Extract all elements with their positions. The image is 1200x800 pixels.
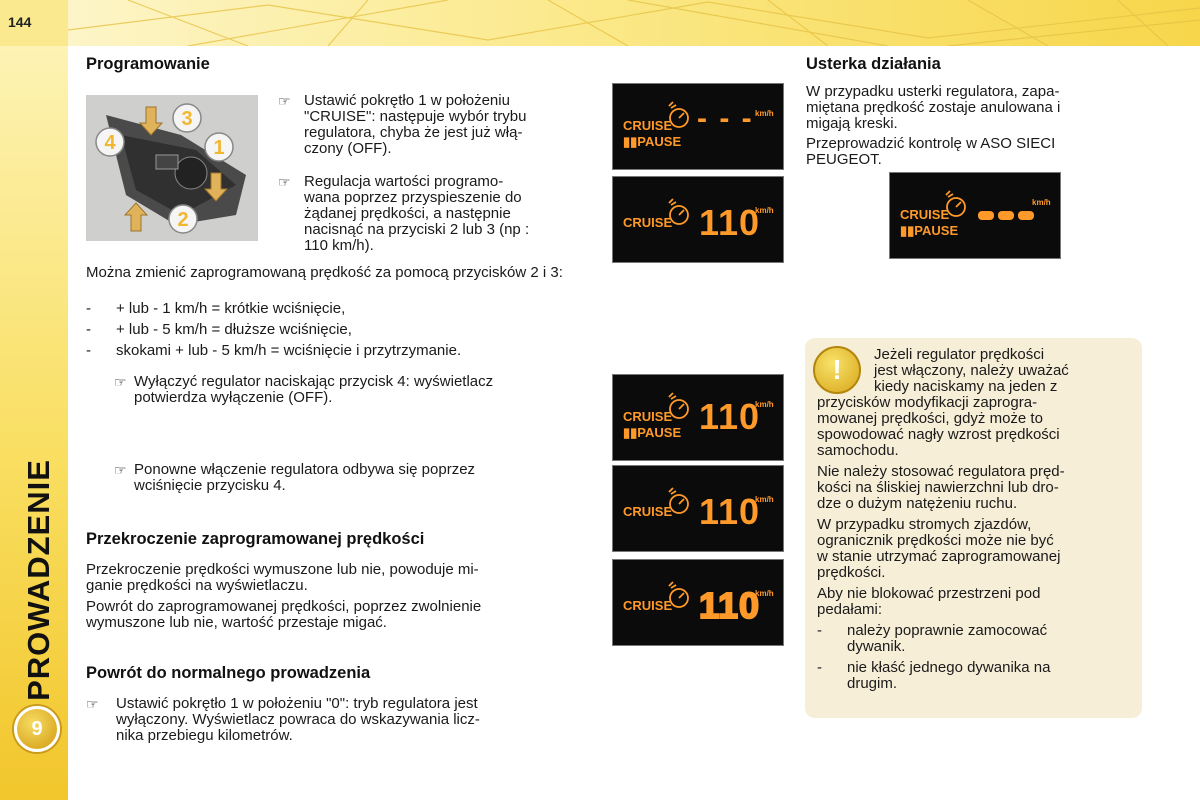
text-line: jest włączony, należy uważać [874,362,1069,379]
text-line: potwierdza wyłączenie (OFF). [134,389,333,406]
dash-item-text: + lub - 1 km/h = krótkie wciśnięcie, [116,300,346,317]
text-line: Powrót do zaprogramowanej prędkości, poprzez zwolnienie [86,598,482,615]
text-line: dze o dużym natężeniu ruchu. [817,495,1018,512]
dash-item: - + lub - 1 km/h = krótkie wciśnięcie, [86,301,594,317]
warning-icon-glyph: ! [832,354,842,385]
text-line: mowanej prędkości, gdyż może to [817,410,1043,427]
chapter-number: 9 [31,718,43,740]
pointer-icon: ☞ [114,462,127,478]
cruise-display-4 [612,465,784,552]
speedometer-icon [946,191,965,216]
cruise-display-3 [612,374,784,461]
text-line: wciśnięcie przycisku 4. [134,477,286,494]
chapter-number-badge [14,706,60,752]
text-line: wyłączony. Wyświetlacz powraca do wskazywania licz- [116,711,480,728]
text-line: Jeżeli regulator prędkości [874,346,1045,363]
display-speed-value: 110 [699,396,761,437]
text-line: miętana prędkość zostaje anulowana i [806,99,1061,116]
text-line: Przekroczenie prędkości wymuszone lub nie, powoduje mi- [86,561,479,578]
speedometer-icon [669,102,688,127]
speedometer-icon [669,488,688,513]
text-line: Ponowne włączenie regulatora odbywa się poprzez [134,461,476,478]
text-line: ogranicznik prędkości może nie być [817,532,1054,549]
display-cruise-label: CRUISE [623,215,673,230]
bullet-normal-driving [86,696,594,746]
text-line: pedałami: [817,601,883,618]
page-number: 144 [8,14,32,30]
display-unit-label: km/h [755,589,774,598]
pointer-icon: ☞ [114,374,127,390]
text-line: nie kłaść jednego dywanika na [847,659,1051,676]
text-line: samochodu. [817,442,899,459]
display-unit-label: km/h [1032,198,1051,207]
warning-slippery [817,464,1132,512]
dash-item-text: skokami + lub - 5 km/h = wciśnięcie i przytrzymanie. [116,342,462,359]
text-line: nacisnąć na przyciski 2 lub 3 (np : [304,221,530,238]
stalk-label-2: 2 [177,209,189,231]
text-line: nika przebiegu kilometrów. [116,727,293,744]
bullet-adjust-speed [278,174,593,258]
paragraph-malfunction [806,84,1142,132]
display-dot [1018,211,1034,220]
paragraph-return-speed [86,599,594,631]
display-unit-label: km/h [755,400,774,409]
display-speed-value: 110 [699,585,761,626]
cruise-display-6 [889,172,1061,259]
text-line: kości na śliskiej nawierzchni lub dro- [817,479,1059,496]
display-pause-label: ▮▮PAUSE [900,223,959,238]
display-dot [978,211,994,220]
pointer-icon: ☞ [86,696,99,712]
dash-item: - + lub - 5 km/h = dłuższe wciśnięcie, [86,322,594,338]
warning-pedals [817,586,1132,618]
section-heading-powrot: Powrót do normalnego prowadzenia [86,664,371,682]
bullet-switch-on [114,462,594,496]
display-dot [998,211,1014,220]
display-pause-label: ▮▮PAUSE [623,134,682,149]
text-line: Regulacja wartości programo- [304,173,504,190]
text-line: W przypadku stromych zjazdów, [817,516,1032,533]
text-line: kiedy naciskamy na jeden z [874,378,1058,395]
pointer-icon: ☞ [278,174,291,190]
text-line: PEUGEOT. [806,151,882,168]
text-line: Ustawić pokrętło 1 w położeniu "0": tryb regulatora jest [116,695,478,712]
text-line: migają kreski. [806,115,898,132]
paragraph-service [806,136,1142,168]
dash-item-text: + lub - 5 km/h = dłuższe wciśnięcie, [116,321,352,338]
text-line: regulatora, chyba że jest już włą- [304,124,523,141]
section-heading-przekroczenie: Przekroczenie zaprogramowanej prędkości [86,530,425,548]
text-line: Wyłączyć regulator naciskając przycisk 4: wyświetlacz [134,373,494,390]
text-line: wana poprzez przyspieszenie do [304,189,522,206]
display-unit-label: km/h [755,206,774,215]
paragraph-overspeed [86,562,594,594]
display-speed-value: 110 [699,202,761,243]
section-heading-usterka: Usterka działania [806,55,941,73]
cruise-display-1 [612,83,784,170]
cruise-control-stalk-photo [86,95,258,241]
display-cruise-label: CRUISE [623,118,673,133]
paragraph-change-speed: Można zmienić zaprogramowaną prędkość za pomocą przycisków 2 i 3: [86,264,563,281]
text-line: wymuszone lub nie, wartość przestaje migać. [86,614,387,631]
text-line: Aby nie blokować przestrzeni pod [817,585,1041,602]
speedometer-icon [669,582,688,607]
display-unit-label: km/h [755,109,774,118]
text-line: należy poprawnie zamocować [847,622,1048,639]
display-speed-value: - - - [697,102,754,135]
display-cruise-label: CRUISE [623,598,673,613]
text-line: "CRUISE": następuje wybór trybu [304,108,527,125]
warning-icon [813,346,861,394]
cruise-display-5 [612,559,784,646]
cruise-display-2 [612,176,784,263]
stalk-label-4: 4 [104,132,116,154]
text-line: drugim. [847,675,898,692]
page-number-box [0,0,68,46]
text-line: przycisków modyfikacji zaprogra- [817,394,1038,411]
header-banner [68,0,1200,46]
dash-item: - skokami + lub - 5 km/h = wciśnięcie i przytrzymanie. [86,343,594,359]
dash-item: - nie kłaść jednego dywanika na drugim. [817,660,1132,694]
text-line: czony (OFF). [304,140,392,157]
text-line: żądanej prędkości, a następnie [304,205,511,222]
text-line: prędkości. [817,564,886,581]
display-cruise-label: CRUISE [623,409,673,424]
text-line: Nie należy stosować regulatora pręd- [817,463,1065,480]
bullet-set-cruise [278,93,593,161]
display-unit-label: km/h [755,495,774,504]
section-heading-programowanie: Programowanie [86,55,210,73]
display-pause-label: ▮▮PAUSE [623,425,682,440]
speedometer-icon [669,199,688,224]
text-line: 110 km/h). [304,237,374,254]
text-line: Ustawić pokrętło 1 w położeniu [304,92,510,109]
display-cruise-label: CRUISE [623,504,673,519]
text-line: spowodować nagły wzrost prędkości [817,426,1060,443]
display-speed-value: 110 [699,491,761,532]
text-line: w stanie utrzymać zaprogramowanej [817,548,1061,565]
warning-text-continued [817,395,1132,459]
text-line: W przypadku usterki regulatora, zapa- [806,83,1060,100]
bullet-switch-off [114,374,594,408]
stalk-label-1: 1 [213,137,225,159]
text-line: dywanik. [847,638,906,655]
pointer-icon: ☞ [278,93,291,109]
dash-item: - należy poprawnie zamocować dywanik. [817,623,1132,657]
text-line: ganie prędkości na wyświetlaczu. [86,577,308,594]
warning-descents [817,517,1132,581]
speedometer-icon [669,393,688,418]
chapter-title: PROWADZENIE [21,459,56,701]
text-line: Przeprowadzić kontrolę w ASO SIECI [806,135,1056,152]
display-cruise-label: CRUISE [900,207,950,222]
stalk-label-3: 3 [181,108,193,130]
warning-text-first [874,347,1132,395]
